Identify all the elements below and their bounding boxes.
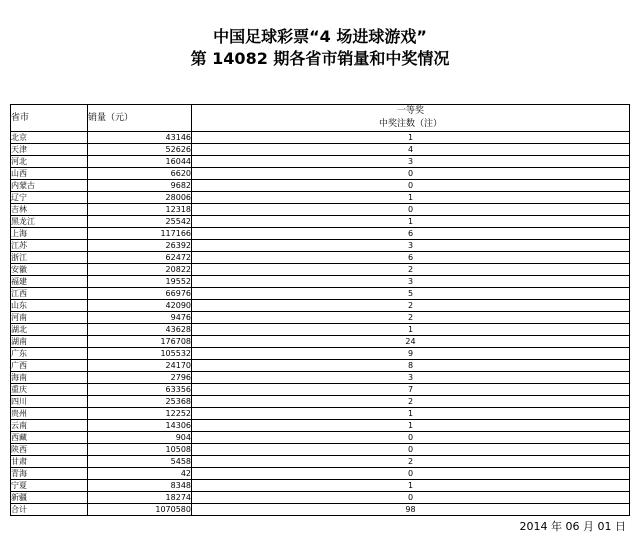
header-sales: 销量（元） (88, 105, 192, 132)
table-row (11, 180, 630, 192)
sales-cell: 42 (88, 468, 192, 480)
sales-cell: 5458 (88, 456, 192, 468)
province-cell: 广西 (11, 360, 88, 372)
province-cell: 贵州 (11, 408, 88, 420)
province-cell: 山东 (11, 300, 88, 312)
header-province: 省市 (11, 105, 88, 132)
table-row (11, 372, 630, 384)
winners-cell: 0 (192, 492, 630, 504)
province-cell: 新疆 (11, 492, 88, 504)
winners-cell: 0 (192, 432, 630, 444)
province-cell: 云南 (11, 420, 88, 432)
sales-table (10, 104, 630, 516)
table-row (11, 396, 630, 408)
winners-cell: 4 (192, 144, 630, 156)
table-row (11, 408, 630, 420)
sales-cell: 176708 (88, 336, 192, 348)
province-cell: 江西 (11, 288, 88, 300)
table-row (11, 144, 630, 156)
winners-cell: 1 (192, 192, 630, 204)
table-row (11, 348, 630, 360)
province-cell: 四川 (11, 396, 88, 408)
winners-cell: 1 (192, 216, 630, 228)
province-cell: 湖南 (11, 336, 88, 348)
province-cell: 上海 (11, 228, 88, 240)
sales-cell: 52626 (88, 144, 192, 156)
winners-cell: 1 (192, 420, 630, 432)
province-cell: 浙江 (11, 252, 88, 264)
winners-cell: 0 (192, 180, 630, 192)
table-row (11, 360, 630, 372)
table-header (11, 105, 630, 132)
table-row (11, 204, 630, 216)
sales-cell: 117166 (88, 228, 192, 240)
winners-cell: 3 (192, 240, 630, 252)
sales-cell: 26392 (88, 240, 192, 252)
sales-cell: 25368 (88, 396, 192, 408)
province-cell: 河南 (11, 312, 88, 324)
province-cell: 吉林 (11, 204, 88, 216)
winners-cell: 0 (192, 444, 630, 456)
winners-cell: 1 (192, 132, 630, 144)
winners-cell: 3 (192, 276, 630, 288)
province-cell: 内蒙古 (11, 180, 88, 192)
table-row (11, 468, 630, 480)
sales-cell: 43146 (88, 132, 192, 144)
table-row (11, 480, 630, 492)
winners-cell: 98 (192, 504, 630, 516)
winners-cell: 1 (192, 324, 630, 336)
table-row (11, 216, 630, 228)
winners-cell: 3 (192, 372, 630, 384)
table-row (11, 324, 630, 336)
title-line-1: 中国足球彩票“4 场进球游戏” (213, 27, 427, 46)
sales-cell: 12252 (88, 408, 192, 420)
winners-cell: 8 (192, 360, 630, 372)
province-cell: 天津 (11, 144, 88, 156)
province-cell: 甘肃 (11, 456, 88, 468)
table-row (11, 192, 630, 204)
winners-cell: 1 (192, 408, 630, 420)
sales-cell: 6620 (88, 168, 192, 180)
sales-cell: 25542 (88, 216, 192, 228)
province-cell: 合计 (11, 504, 88, 516)
table-row (11, 264, 630, 276)
sales-cell: 12318 (88, 204, 192, 216)
province-cell: 湖北 (11, 324, 88, 336)
province-cell: 河北 (11, 156, 88, 168)
winners-cell: 24 (192, 336, 630, 348)
sales-cell: 28006 (88, 192, 192, 204)
sales-cell: 16044 (88, 156, 192, 168)
province-cell: 山西 (11, 168, 88, 180)
province-cell: 重庆 (11, 384, 88, 396)
sales-cell: 904 (88, 432, 192, 444)
table-row (11, 312, 630, 324)
table-row (11, 504, 630, 516)
province-cell: 江苏 (11, 240, 88, 252)
table-row (11, 240, 630, 252)
table-row (11, 492, 630, 504)
table-row (11, 300, 630, 312)
province-cell: 青海 (11, 468, 88, 480)
province-cell: 安徽 (11, 264, 88, 276)
sales-cell: 105532 (88, 348, 192, 360)
province-cell: 海南 (11, 372, 88, 384)
sales-cell: 2796 (88, 372, 192, 384)
table-row (11, 276, 630, 288)
winners-cell: 7 (192, 384, 630, 396)
sales-cell: 63356 (88, 384, 192, 396)
sales-cell: 14306 (88, 420, 192, 432)
winners-cell: 2 (192, 396, 630, 408)
province-cell: 北京 (11, 132, 88, 144)
sales-cell: 1070580 (88, 504, 192, 516)
sales-cell: 66976 (88, 288, 192, 300)
winners-cell: 2 (192, 456, 630, 468)
winners-cell: 5 (192, 288, 630, 300)
table-row (11, 288, 630, 300)
winners-cell: 2 (192, 300, 630, 312)
sales-cell: 10508 (88, 444, 192, 456)
table-row (11, 156, 630, 168)
province-cell: 陕西 (11, 444, 88, 456)
province-cell: 黑龙江 (11, 216, 88, 228)
province-cell: 福建 (11, 276, 88, 288)
table-row (11, 252, 630, 264)
winners-cell: 9 (192, 348, 630, 360)
header-prize-count: 中奖注数（注） (192, 118, 630, 132)
table-row (11, 168, 630, 180)
report-date: 2014 年 06 月 01 日 (519, 520, 626, 533)
sales-cell: 18274 (88, 492, 192, 504)
sales-cell: 9476 (88, 312, 192, 324)
table-row (11, 420, 630, 432)
province-cell: 西藏 (11, 432, 88, 444)
header-prize-level: 一等奖 (192, 105, 630, 119)
sales-cell: 43628 (88, 324, 192, 336)
winners-cell: 6 (192, 228, 630, 240)
table-body (11, 132, 630, 516)
province-cell: 广东 (11, 348, 88, 360)
sales-cell: 19552 (88, 276, 192, 288)
winners-cell: 0 (192, 468, 630, 480)
province-cell: 宁夏 (11, 480, 88, 492)
table-row (11, 456, 630, 468)
table-row (11, 384, 630, 396)
winners-cell: 2 (192, 312, 630, 324)
sales-cell: 8348 (88, 480, 192, 492)
table-row (11, 132, 630, 144)
winners-cell: 1 (192, 480, 630, 492)
winners-cell: 3 (192, 156, 630, 168)
sales-cell: 9682 (88, 180, 192, 192)
winners-cell: 2 (192, 264, 630, 276)
province-cell: 辽宁 (11, 192, 88, 204)
sales-cell: 20822 (88, 264, 192, 276)
winners-cell: 0 (192, 168, 630, 180)
table-row (11, 444, 630, 456)
table-row (11, 432, 630, 444)
sales-cell: 62472 (88, 252, 192, 264)
sales-cell: 42090 (88, 300, 192, 312)
title-line-2: 第 14082 期各省市销量和中奖情况 (190, 49, 450, 68)
table-row (11, 228, 630, 240)
winners-cell: 6 (192, 252, 630, 264)
sales-cell: 24170 (88, 360, 192, 372)
table-row (11, 336, 630, 348)
winners-cell: 0 (192, 204, 630, 216)
